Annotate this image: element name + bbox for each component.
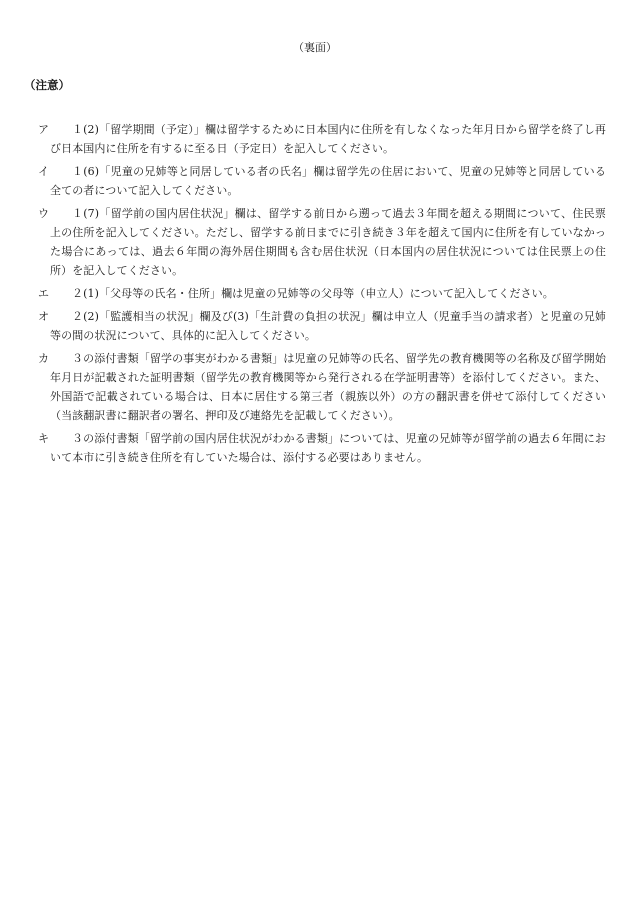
note-item-u (0, 204, 630, 280)
note-marker: オ (38, 310, 49, 323)
note-marker: ウ (38, 207, 49, 220)
note-text: ３の添付書類「留学の事実がわかる書類」は児童の兄姉等の氏名、留学先の教育機関等の名称及び留学開始年月日が記載された証明書類（留学先の教育機関等から発行される在学証明書等）を添付してください。また、外国語で記載されている場合は、日本に居住する第三者（親族以外）の方の翻訳書を併せて添付してください（当該翻訳書に翻訳者の署名、押印及び連絡先を記載してください）。 (50, 352, 606, 422)
notes-heading: （注意） (24, 78, 70, 92)
note-text: ２(2)「監護相当の状況」欄及び(3)「生計費の負担の状況」欄は申立人（児童手当の請求者）と児童の兄姉等の間の状況について、具体的に記入してください。 (50, 310, 606, 342)
note-marker: イ (38, 165, 49, 178)
note-item-o (0, 307, 630, 345)
note-item-ka (0, 349, 630, 425)
note-text: ３の添付書類「留学前の国内居住状況がわかる書類」については、児童の兄姉等が留学前の過去６年間において本市に引き続き住所を有していた場合は、添付する必要はありません。 (50, 432, 606, 464)
note-item-ki (0, 429, 630, 467)
note-text: １(6)「児童の兄姉等と同居している者の氏名」欄は留学先の住居において、児童の兄姉等と同居している全ての者について記入してください。 (50, 165, 606, 197)
note-marker: カ (38, 352, 49, 365)
page-side-label: （裏面） (293, 41, 337, 54)
note-text: １(2)「留学期間（予定）」欄は留学するために日本国内に住所を有しなくなった年月日から留学を終了し再び日本国内に住所を有するに至る日（予定日）を記入してください。 (50, 123, 606, 155)
note-marker: エ (38, 287, 49, 300)
notes-list (0, 120, 630, 471)
note-item-a (0, 120, 630, 158)
note-item-i (0, 162, 630, 200)
note-marker: ア (38, 123, 49, 136)
note-text: １(7)「留学前の国内居住状況」欄は、留学する前日から遡って過去３年間を超える期間について、住民票上の住所を記入してください。ただし、留学する前日までに引き続き３年を超えて国内に住所を有していなかった場合にあっては、過去６年間の海外居住期間も含む居住状況（日本国内の居住状況については住民票上の住所）を記入してください。 (50, 207, 606, 277)
note-marker: キ (38, 432, 49, 445)
note-item-e (0, 284, 630, 303)
note-text: ２(1)「父母等の氏名・住所」欄は児童の兄姉等の父母等（申立人）について記入してください。 (72, 287, 554, 300)
